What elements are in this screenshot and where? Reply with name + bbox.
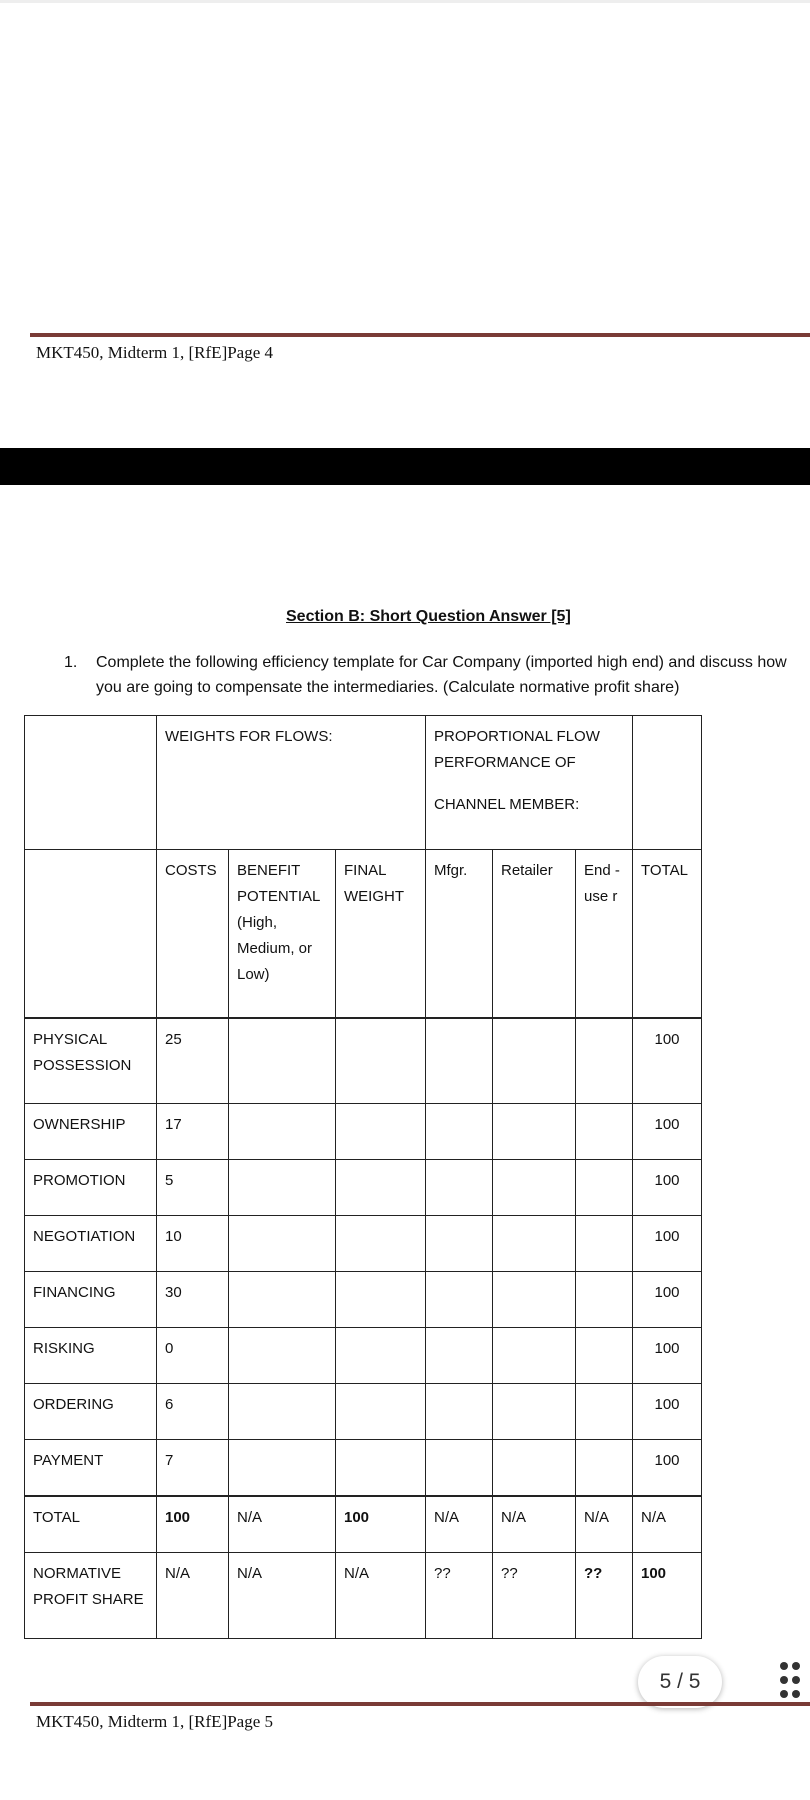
table-row: RISKING 0 100 — [25, 1328, 702, 1384]
normative-profit-share-row: NORMATIVE PROFIT SHARE N/A N/A N/A ?? ?? ?? 100 — [25, 1553, 702, 1639]
question-number: 1. — [64, 654, 78, 671]
efficiency-template-table — [24, 715, 702, 1639]
table-row: OWNERSHIP 17 100 — [25, 1104, 702, 1160]
section-title: Section B: Short Question Answer [5] — [286, 608, 571, 625]
col-end-user: End -use r — [576, 850, 633, 1018]
col-benefit: BENEFIT POTENTIAL (High, Medium, or Low) — [229, 850, 336, 1018]
total-row: TOTAL 100 N/A 100 N/A N/A N/A N/A — [25, 1496, 702, 1553]
proportional-header: PROPORTIONAL FLOW PERFORMANCE OF — [434, 728, 600, 771]
table-header-row — [25, 716, 702, 850]
col-mfgr: Mfgr. — [426, 850, 493, 1018]
table-row: FINANCING 30 100 — [25, 1272, 702, 1328]
col-costs: COSTS — [157, 850, 229, 1018]
col-retailer: Retailer — [493, 850, 576, 1018]
table-row: PROMOTION 5 100 — [25, 1160, 702, 1216]
table-row: NEGOTIATION 10 100 — [25, 1216, 702, 1272]
channel-member-header: CHANNEL MEMBER: — [434, 796, 580, 813]
weights-header: WEIGHTS FOR FLOWS: — [165, 728, 333, 745]
col-total: TOTAL — [633, 850, 702, 1018]
page-indicator: 5 / 5 — [638, 1656, 722, 1708]
col-final-weight: FINAL WEIGHT — [336, 850, 426, 1018]
footer-rule — [30, 1702, 810, 1706]
page-footer: MKT450, Midterm 1, [RfE]Page 5 — [36, 1712, 274, 1731]
table-row: ORDERING 6 100 — [25, 1384, 702, 1440]
table-row: PHYSICAL POSSESSION 25 100 — [25, 1018, 702, 1104]
column-header-row — [25, 850, 702, 1018]
page-separator — [0, 448, 810, 485]
table-row: PAYMENT 7 100 — [25, 1440, 702, 1496]
question-text: Complete the following efficiency template for Car Company (imported high end) and discuss how you are going to compensate the intermediaries. (Calculate normative profit share) — [96, 654, 787, 696]
page-footer: MKT450, Midterm 1, [RfE]Page 4 — [36, 343, 274, 362]
top-border — [0, 0, 810, 3]
header-rule — [30, 333, 810, 337]
